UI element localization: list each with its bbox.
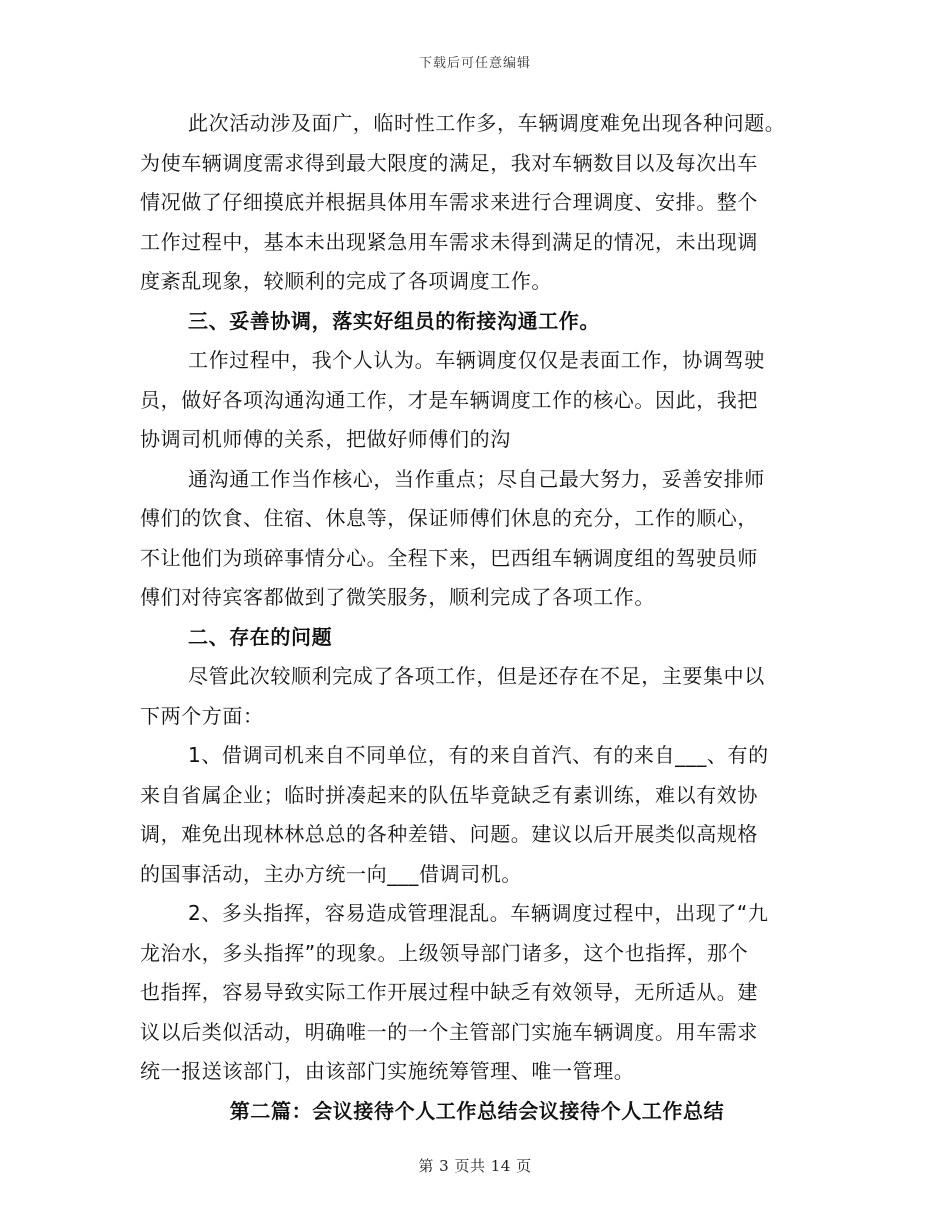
paragraph-line: 此次活动涉及面广，临时性工作多，车辆调度难免出现各种问题。 bbox=[188, 111, 786, 135]
paragraph-line: 协调司机师傅的关系，把做好师傅们的沟 bbox=[140, 427, 511, 451]
page-number: 第 3 页共 14 页 bbox=[418, 1157, 532, 1175]
paragraph-coordination bbox=[140, 341, 802, 460]
paragraph-line: 傅们对待宾客都做到了微笑服务，顺利完成了各项工作。 bbox=[140, 585, 655, 609]
section-heading-problems: 二、存在的问题 bbox=[188, 624, 333, 649]
paragraph-line: 1、借调司机来自不同单位，有的来自首汽、有的来自___、有的 bbox=[188, 743, 769, 767]
chapter-title: 第二篇：会议接待个人工作总结会议接待个人工作总结 bbox=[229, 1098, 725, 1123]
paragraph-line: 下两个方面： bbox=[140, 703, 264, 728]
paragraph-line: 员，做好各项沟通沟通工作，才是车辆调度工作的核心。因此，我把 bbox=[140, 387, 758, 412]
paragraph-shortcomings bbox=[140, 657, 802, 736]
paragraph-problem-1 bbox=[140, 736, 802, 894]
paragraph-line: 2、多头指挥，容易造成管理混乱。车辆调度过程中，出现了“九 bbox=[188, 901, 769, 925]
paragraph-line: 调，难免出现林林总总的各种差错、问题。建议以后开展类似高规格 bbox=[140, 822, 758, 846]
document-body bbox=[140, 104, 802, 1131]
paragraph-line: 议以后类似活动，明确唯一的一个主管部门实施车辆调度。用车需求 bbox=[140, 1019, 758, 1044]
paragraph-line: 度紊乱现象，较顺利的完成了各项调度工作。 bbox=[140, 269, 552, 293]
paragraph-line: 统一报送该部门，由该部门实施统筹管理、唯一管理。 bbox=[140, 1059, 635, 1083]
paragraph-line: 通沟通工作当作核心，当作重点；尽自己最大努力，妥善安排师 bbox=[188, 466, 765, 491]
paragraph-line: 工作过程中，基本未出现紧急用车需求未得到满足的情况，未出现调 bbox=[140, 229, 758, 254]
paragraph-line: 龙治水，多头指挥”的现象。上级领导部门诸多，这个也指挥，那个 bbox=[140, 940, 749, 965]
paragraph-communication bbox=[140, 460, 802, 618]
paragraph-vehicle-dispatch bbox=[140, 104, 802, 302]
paragraph-line: 尽管此次较顺利完成了各项工作，但是还存在不足，主要集中以 bbox=[188, 664, 765, 688]
paragraph-line: 傅们的饮食、住宿、休息等，保证师傅们休息的充分，工作的顺心， bbox=[140, 506, 758, 530]
header-note: 下载后可任意编辑 bbox=[418, 56, 531, 71]
paragraph-problem-2 bbox=[140, 894, 802, 1092]
section-heading-coordination: 三、妥善协调，落实好组员的衔接沟通工作。 bbox=[188, 308, 600, 333]
paragraph-line: 情况做了仔细摸底并根据具体用车需求来进行合理调度、安排。整个 bbox=[140, 190, 758, 214]
paragraph-line: 的国事活动，主办方统一向___借调司机。 bbox=[140, 861, 522, 886]
paragraph-line: 来自省属企业；临时拼凑起来的队伍毕竟缺乏有素训练，难以有效协 bbox=[140, 782, 758, 807]
paragraph-line: 不让他们为琐碎事情分心。全程下来，巴西组车辆调度组的驾驶员师 bbox=[140, 545, 758, 570]
paragraph-line: 也指挥，容易导致实际工作开展过程中缺乏有效领导，无所适从。建 bbox=[140, 980, 758, 1004]
paragraph-line: 工作过程中，我个人认为。车辆调度仅仅是表面工作，协调驾驶 bbox=[188, 348, 765, 372]
paragraph-line: 为使车辆调度需求得到最大限度的满足，我对车辆数目以及每次出车 bbox=[140, 150, 758, 175]
